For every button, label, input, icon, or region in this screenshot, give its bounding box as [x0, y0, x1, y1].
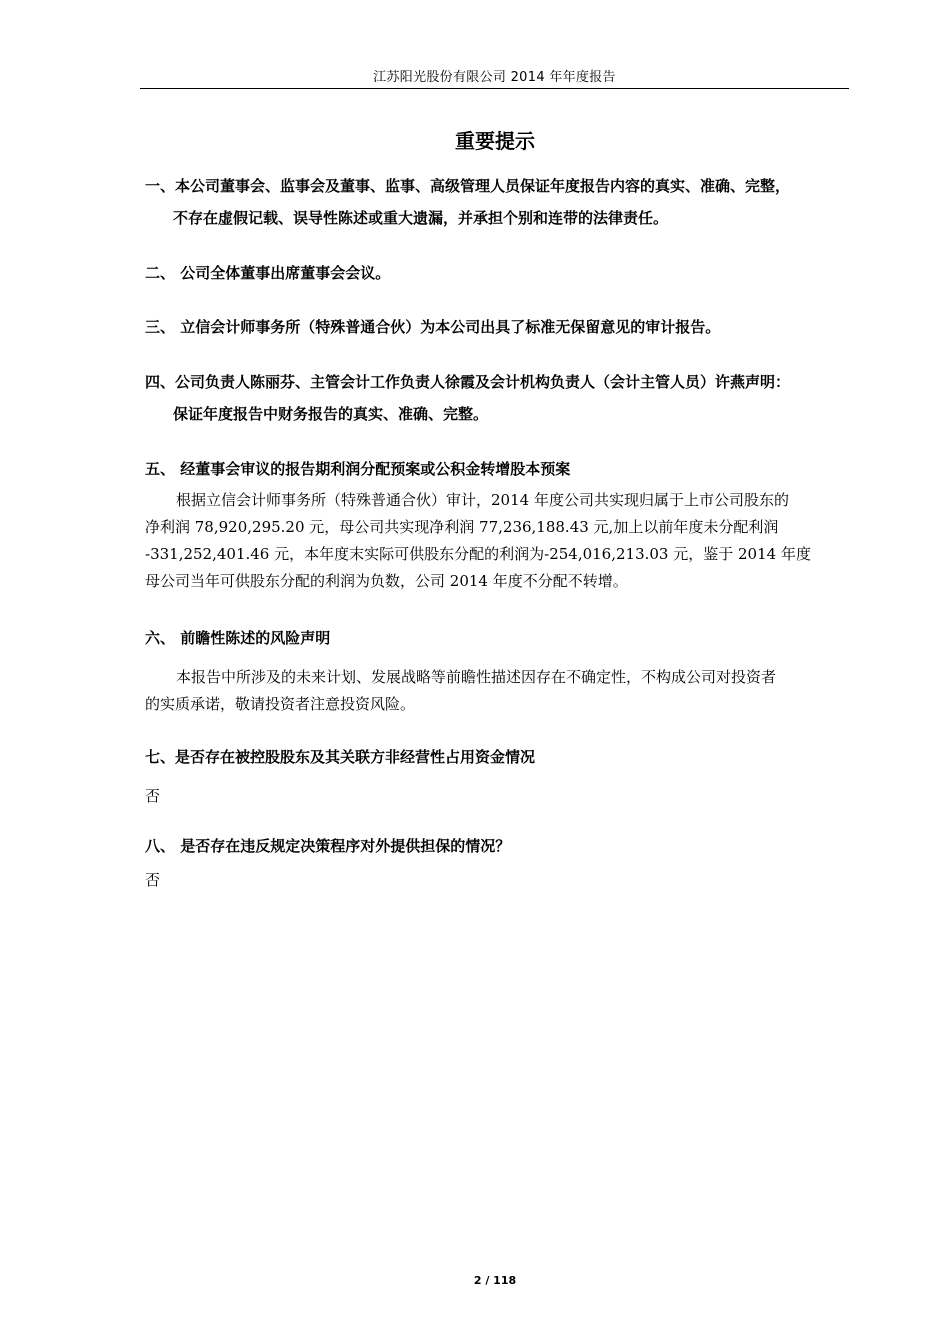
page-number: 2 / 118 — [473, 1274, 517, 1287]
item-1-line-1: 一、本公司董事会、监事会及董事、监事、高级管理人员保证年度报告内容的真实、准确、完整， — [145, 177, 791, 195]
page-header: 江苏阳光股份有限公司 2014 年年度报告 — [373, 70, 616, 85]
item-8-answer: 否 — [145, 871, 161, 889]
item-5-paragraph-line-3: -331,252,401.46 元，本年度末实际可供股东分配的利润为-254,016,213.03 元，鉴于 2014 年度 — [145, 545, 811, 563]
item-1-line-2: 不存在虚假记载、误导性陈述或重大遗漏，并承担个别和连带的法律责任。 — [173, 209, 669, 227]
item-8-heading: 八、 是否存在违反规定决策程序对外提供担保的情况？ — [145, 837, 511, 855]
item-3-line-1: 三、 立信会计师事务所（特殊普通合伙）为本公司出具了标准无保留意见的审计报告。 — [145, 318, 721, 336]
item-7-answer: 否 — [145, 787, 161, 805]
item-6-paragraph-line-2: 的实质承诺，敬请投资者注意投资风险。 — [145, 695, 416, 713]
item-2-line-1: 二、 公司全体董事出席董事会会议。 — [145, 264, 391, 282]
item-5-paragraph-line-2: 净利润 78,920,295.20 元，母公司共实现净利润 77,236,188.43 元,加上以前年度未分配利润 — [145, 518, 779, 536]
item-4-line-1: 四、公司负责人陈丽芬、主管会计工作负责人徐霞及会计机构负责人（会计主管人员）许燕声明： — [145, 373, 791, 391]
item-5-paragraph-line-1: 根据立信会计师事务所（特殊普通合伙）审计，2014 年度公司共实现归属于上市公司股东的 — [176, 491, 789, 509]
item-6-heading: 六、 前瞻性陈述的风险声明 — [145, 629, 331, 647]
item-7-heading: 七、是否存在被控股股东及其关联方非经营性占用资金情况 — [145, 748, 536, 766]
item-4-line-2: 保证年度报告中财务报告的真实、准确、完整。 — [173, 405, 489, 423]
item-5-paragraph-line-4: 母公司当年可供股东分配的利润为负数，公司 2014 年度不分配不转增。 — [145, 572, 628, 590]
item-6-paragraph-line-1: 本报告中所涉及的未来计划、发展战略等前瞻性描述因存在不确定性，不构成公司对投资者 — [176, 668, 777, 686]
header-divider — [140, 88, 849, 89]
item-5-heading: 五、 经董事会审议的报告期利润分配预案或公积金转增股本预案 — [145, 460, 571, 478]
page-title: 重要提示 — [455, 129, 535, 153]
